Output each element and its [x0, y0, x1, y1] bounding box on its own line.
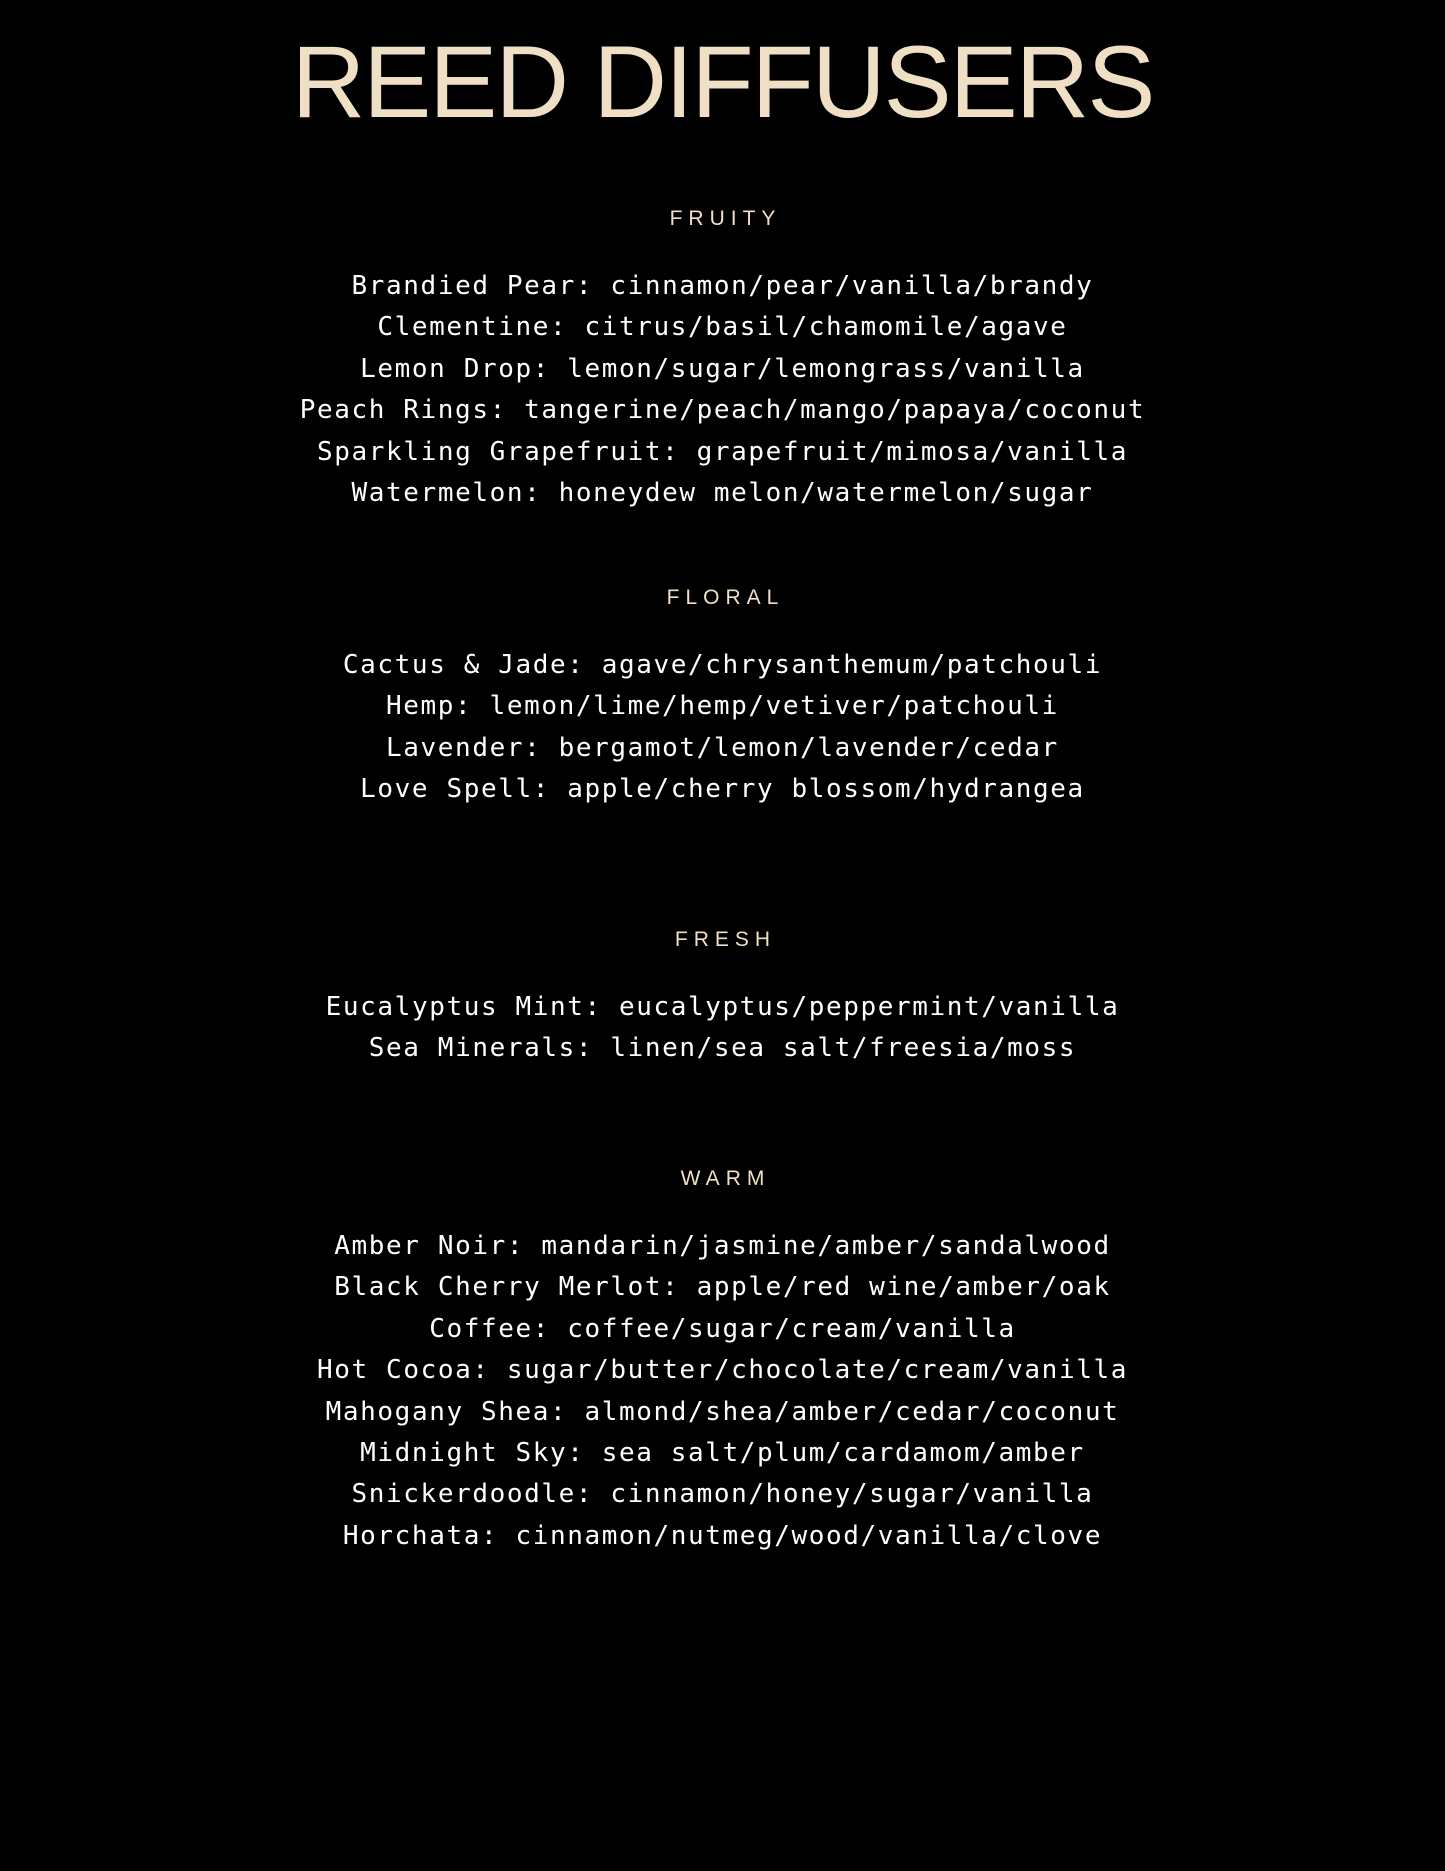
scent-item: Hemp: lemon/lime/hemp/vetiver/patchouli — [386, 691, 1059, 722]
scent-item: Sparkling Grapefruit: grapefruit/mimosa/vanilla — [317, 436, 1128, 467]
scent-item: Black Cherry Merlot: apple/red wine/amber/oak — [334, 1272, 1111, 1303]
scent-item: Sea Minerals: linen/sea salt/freesia/moss — [368, 1033, 1077, 1064]
scent-item: Lemon Drop: lemon/sugar/lemongrass/vanilla — [360, 353, 1085, 384]
scent-item: Amber Noir: mandarin/jasmine/amber/sandalwood — [334, 1231, 1111, 1261]
scent-list — [0, 987, 1445, 1070]
scent-item: Lavender: bergamot/lemon/lavender/cedar — [386, 732, 1059, 763]
section-floral — [0, 585, 1445, 811]
scent-list — [0, 645, 1445, 811]
scent-item: Snickerdoodle: cinnamon/honey/sugar/vanilla — [351, 1479, 1094, 1510]
section-heading: FLORAL — [666, 586, 785, 609]
section-warm — [0, 1166, 1445, 1557]
section-heading: FRUITY — [669, 207, 782, 230]
scent-item: Midnight Sky: sea salt/plum/cardamom/amber — [360, 1438, 1085, 1469]
scent-item: Brandied Pear: cinnamon/pear/vanilla/brandy — [351, 271, 1094, 301]
scent-item: Love Spell: apple/cherry blossom/hydrangea — [360, 774, 1085, 805]
scent-item: Mahogany Shea: almond/shea/amber/cedar/coconut — [325, 1396, 1120, 1427]
scent-item: Eucalyptus Mint: eucalyptus/peppermint/vanilla — [325, 992, 1120, 1022]
section-heading: WARM — [680, 1167, 771, 1190]
section-heading: FRESH — [674, 928, 777, 951]
scent-item: Clementine: citrus/basil/chamomile/agave — [377, 312, 1068, 343]
scent-list — [0, 1226, 1445, 1557]
scent-item: Peach Rings: tangerine/peach/mango/papaya/coconut — [299, 395, 1146, 426]
section-fruity — [0, 206, 1445, 514]
page-title: REED DIFFUSERS — [291, 25, 1154, 139]
section-fresh — [0, 927, 1445, 1070]
scent-list — [0, 266, 1445, 514]
scent-item: Cactus & Jade: agave/chrysanthemum/patchouli — [342, 650, 1103, 680]
scent-item: Horchata: cinnamon/nutmeg/wood/vanilla/clove — [342, 1520, 1103, 1551]
scent-item: Hot Cocoa: sugar/butter/chocolate/cream/vanilla — [317, 1355, 1128, 1386]
scent-item: Coffee: coffee/sugar/cream/vanilla — [429, 1313, 1016, 1344]
scent-item: Watermelon: honeydew melon/watermelon/sugar — [351, 478, 1094, 509]
